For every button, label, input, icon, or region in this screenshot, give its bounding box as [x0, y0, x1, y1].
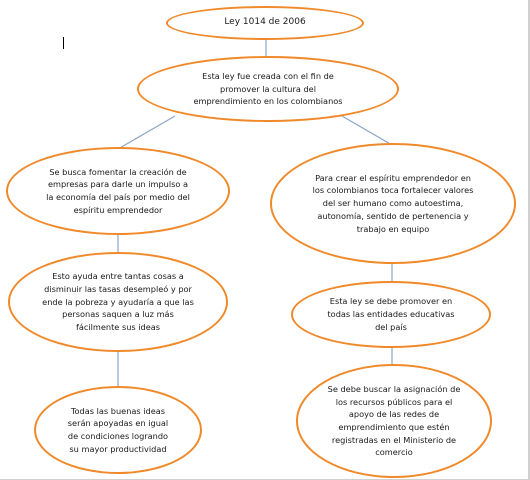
- connector-purpose-right: [342, 116, 392, 145]
- node-right-2-text: Esta ley se debe promover en todas las entidades educativas del país: [327, 296, 455, 332]
- node-right-2: [291, 281, 491, 348]
- node-left-1-text: Se busca fomentar la creación de empresas para darle un impulso a la economía del país por medio del espíritu emprendedor: [46, 166, 190, 215]
- text-cursor: [63, 37, 64, 49]
- node-left-2: [8, 252, 228, 352]
- node-right-1-text: Para crear el espíritu emprendedor en los colombianos toca fortalecer valores del ser humano como autoestima, autonomía, sentido de pertenencia y trabajo en equipo: [312, 172, 474, 234]
- node-left-3-text: Todas las buenas ideas serán apoyadas en igual de condiciones logrando su mayor productividad: [67, 405, 169, 454]
- node-purpose-text: Esta ley fue creada con el fin de promover la cultura del emprendimiento en los colombianos: [193, 70, 343, 107]
- node-left-1: [6, 147, 230, 235]
- node-title-text: Ley 1014 de 2006: [224, 17, 306, 28]
- node-title: [166, 6, 364, 40]
- connector-purpose-left: [118, 116, 175, 149]
- node-left-3: [34, 386, 202, 474]
- node-purpose: [137, 56, 399, 122]
- node-right-1: [270, 143, 516, 264]
- node-left-2-text: Esto ayuda entre tantas cosas a disminuir las tasas desempleó y por ende la pobreza y ayudaría a que las personas saquen a luz más fácilmente sus ideas: [42, 271, 194, 333]
- node-right-3: [296, 364, 492, 478]
- node-right-3-text: Se debe buscar la asignación de los recursos públicos para el apoyo de las redes de emprendimiento que estén registradas en el Ministerio de comercio: [327, 383, 461, 458]
